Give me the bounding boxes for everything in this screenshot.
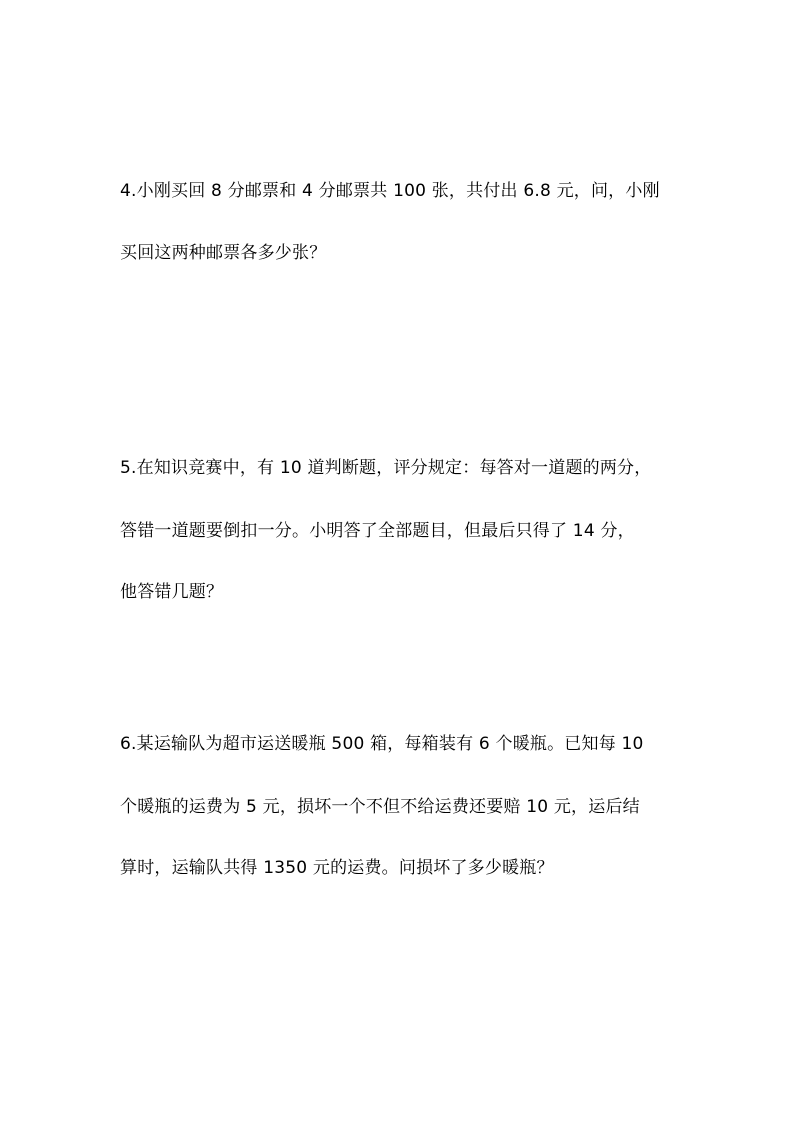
problem-text-line: 4.小刚买回 8 分邮票和 4 分邮票共 100 张，共付出 6.8 元，问，小刚 <box>120 181 660 201</box>
problem-text-line: 个暖瓶的运费为 5 元，损坏一个不但不给运费还要赔 10 元，运后结 <box>120 797 640 817</box>
problem-text-line: 6.某运输队为超市运送暖瓶 500 箱，每箱装有 6 个暖瓶。已知每 10 <box>120 734 644 754</box>
problem-text-line: 答错一道题要倒扣一分。小明答了全部题目，但最后只得了 14 分， <box>120 521 635 541</box>
problem-text-line: 买回这两种邮票各多少张？ <box>120 243 327 263</box>
problem-text-line: 5.在知识竞赛中，有 10 道判断题，评分规定：每答对一道题的两分， <box>120 458 652 478</box>
problem-text-line: 他答错几题？ <box>120 582 224 602</box>
problem-text-line: 算时，运输队共得 1350 元的运费。问损坏了多少暖瓶？ <box>120 858 554 878</box>
